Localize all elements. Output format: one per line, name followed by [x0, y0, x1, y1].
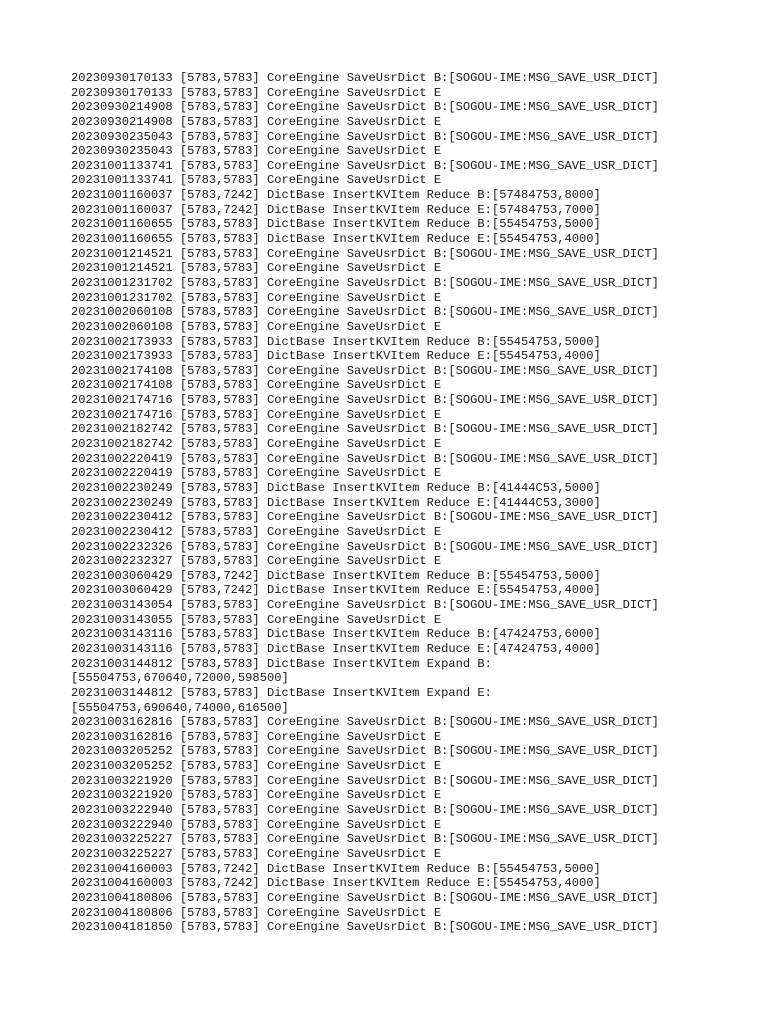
log-line: 20231003225227 [5783,5783] CoreEngine SaveUsrDict E: [71, 846, 442, 861]
log-line: 20231003143055 [5783,5783] CoreEngine SaveUsrDict E: [71, 612, 442, 627]
log-line: 20231003205252 [5783,5783] CoreEngine SaveUsrDict B:[SOGOU-IME:MSG_SAVE_USR_DICT]: [71, 744, 659, 759]
log-line: 20231003221920 [5783,5783] CoreEngine SaveUsrDict B:[SOGOU-IME:MSG_SAVE_USR_DICT]: [71, 773, 659, 788]
log-line: 20231003225227 [5783,5783] CoreEngine SaveUsrDict B:[SOGOU-IME:MSG_SAVE_USR_DICT]: [71, 832, 659, 847]
log-line: 20231003143116 [5783,5783] DictBase InsertKVItem Reduce E:[47424753,4000]: [71, 641, 601, 656]
log-line: 20231001160655 [5783,5783] DictBase InsertKVItem Reduce B:[55454753,5000]: [71, 217, 601, 232]
log-line: 20231003162816 [5783,5783] CoreEngine SaveUsrDict E: [71, 729, 442, 744]
log-line: 20231001231702 [5783,5783] CoreEngine SaveUsrDict B:[SOGOU-IME:MSG_SAVE_USR_DICT]: [71, 275, 659, 290]
log-line: 20231004160003 [5783,7242] DictBase InsertKVItem Reduce E:[55454753,4000]: [71, 876, 601, 891]
log-line: 20231003205252 [5783,5783] CoreEngine SaveUsrDict E: [71, 759, 442, 774]
log-line: 20231002174108 [5783,5783] CoreEngine SaveUsrDict E: [71, 378, 442, 393]
log-line: 20231003222940 [5783,5783] CoreEngine SaveUsrDict B:[SOGOU-IME:MSG_SAVE_USR_DICT]: [71, 803, 659, 818]
log-line: [55504753,670640,72000,598500]: [71, 671, 289, 686]
log-line: 20231002060108 [5783,5783] CoreEngine SaveUsrDict E: [71, 319, 442, 334]
log-line: 20231003222940 [5783,5783] CoreEngine SaveUsrDict E: [71, 817, 442, 832]
log-line: 20231001231702 [5783,5783] CoreEngine SaveUsrDict E: [71, 290, 442, 305]
log-line: 20231004180806 [5783,5783] CoreEngine SaveUsrDict B:[SOGOU-IME:MSG_SAVE_USR_DICT]: [71, 890, 659, 905]
log-line: 20230930235043 [5783,5783] CoreEngine SaveUsrDict E: [71, 144, 442, 159]
log-line: 20231002230249 [5783,5783] DictBase InsertKVItem Reduce E:[41444C53,3000]: [71, 495, 601, 510]
log-line: 20230930214908 [5783,5783] CoreEngine SaveUsrDict E: [71, 114, 442, 129]
log-line: 20231003143116 [5783,5783] DictBase InsertKVItem Reduce B:[47424753,6000]: [71, 627, 601, 642]
log-line: 20231001160655 [5783,5783] DictBase InsertKVItem Reduce E:[55454753,4000]: [71, 232, 601, 247]
log-line: 20231003143054 [5783,5783] CoreEngine SaveUsrDict B:[SOGOU-IME:MSG_SAVE_USR_DICT]: [71, 598, 659, 613]
log-line: 20231002174108 [5783,5783] CoreEngine SaveUsrDict B:[SOGOU-IME:MSG_SAVE_USR_DICT]: [71, 363, 659, 378]
log-line: 20231002174716 [5783,5783] CoreEngine SaveUsrDict B:[SOGOU-IME:MSG_SAVE_USR_DICT]: [71, 393, 659, 408]
log-line: 20231003144812 [5783,5783] DictBase InsertKVItem Expand B:: [71, 656, 492, 671]
log-line: 20231001214521 [5783,5783] CoreEngine SaveUsrDict E: [71, 261, 442, 276]
log-line: 20231002060108 [5783,5783] CoreEngine SaveUsrDict B:[SOGOU-IME:MSG_SAVE_USR_DICT]: [71, 305, 659, 320]
log-line: 20231001214521 [5783,5783] CoreEngine SaveUsrDict B:[SOGOU-IME:MSG_SAVE_USR_DICT]: [71, 246, 659, 261]
log-line: 20231002232327 [5783,5783] CoreEngine SaveUsrDict E: [71, 554, 442, 569]
log-line: 20231002174716 [5783,5783] CoreEngine SaveUsrDict E: [71, 407, 442, 422]
log-line: 20231003060429 [5783,7242] DictBase InsertKVItem Reduce E:[55454753,4000]: [71, 583, 601, 598]
log-line: 20231001160037 [5783,7242] DictBase InsertKVItem Reduce B:[57484753,8000]: [71, 188, 601, 203]
log-line: 20231002182742 [5783,5783] CoreEngine SaveUsrDict E: [71, 437, 442, 452]
log-line: 20231001160037 [5783,7242] DictBase InsertKVItem Reduce E:[57484753,7000]: [71, 202, 601, 217]
log-line: 20231003221920 [5783,5783] CoreEngine SaveUsrDict E: [71, 788, 442, 803]
log-text-block: [71, 71, 659, 935]
log-line: [55504753,690640,74000,616500]: [71, 700, 289, 715]
log-line: 20231001133741 [5783,5783] CoreEngine SaveUsrDict B:[SOGOU-IME:MSG_SAVE_USR_DICT]: [71, 158, 659, 173]
log-line: 20231004181850 [5783,5783] CoreEngine SaveUsrDict B:[SOGOU-IME:MSG_SAVE_USR_DICT]: [71, 920, 659, 935]
log-line: 20230930170133 [5783,5783] CoreEngine SaveUsrDict E: [71, 85, 442, 100]
log-line: 20231003144812 [5783,5783] DictBase InsertKVItem Expand E:: [71, 685, 492, 700]
log-line: 20231002173933 [5783,5783] DictBase InsertKVItem Reduce B:[55454753,5000]: [71, 334, 601, 349]
log-line: 20231002230412 [5783,5783] CoreEngine SaveUsrDict E: [71, 524, 442, 539]
log-line: 20231002220419 [5783,5783] CoreEngine SaveUsrDict B:[SOGOU-IME:MSG_SAVE_USR_DICT]: [71, 451, 659, 466]
log-line: 20231004160003 [5783,7242] DictBase InsertKVItem Reduce B:[55454753,5000]: [71, 861, 601, 876]
log-line: 20231003162816 [5783,5783] CoreEngine SaveUsrDict B:[SOGOU-IME:MSG_SAVE_USR_DICT]: [71, 715, 659, 730]
log-line: 20230930214908 [5783,5783] CoreEngine SaveUsrDict B:[SOGOU-IME:MSG_SAVE_USR_DICT]: [71, 100, 659, 115]
log-line: 20231002182742 [5783,5783] CoreEngine SaveUsrDict B:[SOGOU-IME:MSG_SAVE_USR_DICT]: [71, 422, 659, 437]
log-line: 20230930170133 [5783,5783] CoreEngine SaveUsrDict B:[SOGOU-IME:MSG_SAVE_USR_DICT]: [71, 71, 659, 85]
log-line: 20231003060429 [5783,7242] DictBase InsertKVItem Reduce B:[55454753,5000]: [71, 568, 601, 583]
log-line: 20230930235043 [5783,5783] CoreEngine SaveUsrDict B:[SOGOU-IME:MSG_SAVE_USR_DICT]: [71, 129, 659, 144]
log-line: 20231002220419 [5783,5783] CoreEngine SaveUsrDict E: [71, 466, 442, 481]
log-line: 20231002232326 [5783,5783] CoreEngine SaveUsrDict B:[SOGOU-IME:MSG_SAVE_USR_DICT]: [71, 539, 659, 554]
log-line: 20231002173933 [5783,5783] DictBase InsertKVItem Reduce E:[55454753,4000]: [71, 349, 601, 364]
log-line: 20231001133741 [5783,5783] CoreEngine SaveUsrDict E: [71, 173, 442, 188]
log-line: 20231002230249 [5783,5783] DictBase InsertKVItem Reduce B:[41444C53,5000]: [71, 480, 601, 495]
log-line: 20231004180806 [5783,5783] CoreEngine SaveUsrDict E: [71, 905, 442, 920]
log-line: 20231002230412 [5783,5783] CoreEngine SaveUsrDict B:[SOGOU-IME:MSG_SAVE_USR_DICT]: [71, 510, 659, 525]
